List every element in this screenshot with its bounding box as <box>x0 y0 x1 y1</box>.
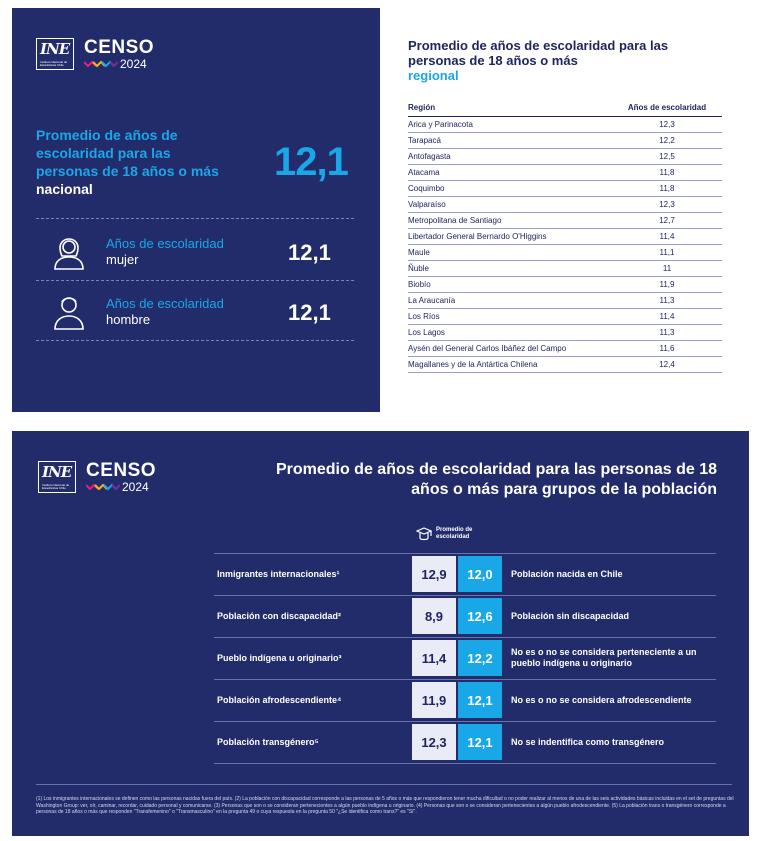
regional-title-text: Promedio de años de escolaridad para las personas de 18 años o más <box>408 38 669 68</box>
group-row <box>214 598 716 634</box>
man-label <box>106 296 224 328</box>
col-region-header: Región <box>408 100 612 116</box>
region-row <box>408 308 722 324</box>
comparison-value: 12,0 <box>458 556 502 592</box>
row-divider <box>214 595 716 596</box>
censo-title: CENSO <box>84 37 155 58</box>
region-row <box>408 132 722 148</box>
footnote: (1) Los inmigrantes internacionales se definen como las personas nacidas fuera del país. (2) La población con discapacidad corresponde a las personas de 5 años o más que respondieron tener mucha dificultad o no poder realizar al menos de una de las seis actividades básicas incluidas en el set de preguntas del Washington Group: ver, oír, caminar, recordar, cuidado personal y comunicarse. (3) Personas que son o se consideran pertenecientes a algún pueblo indígena u originario. (4) Personas que son o se consideran pertenecientes a algún pueblo afrodescendiente. (5) La población trans o transgénero corresponde a personas de 18 años o más que responden "Transfemenino" o "Transmasculino" en la pregunta 49 o cuya respuesta en la pregunta 50 "¿Se identifica como trans?" es "Sí". <box>36 796 734 816</box>
man-icon <box>52 292 86 330</box>
censo-logo <box>36 38 154 70</box>
group-label: Pueblo indígena u originario³ <box>217 653 342 663</box>
region-row <box>408 292 722 308</box>
region-row <box>408 276 722 292</box>
region-row <box>408 164 722 180</box>
woman-label-text: Años de escolaridad <box>106 236 224 251</box>
man-label-text: Años de escolaridad <box>106 296 224 311</box>
row-divider <box>214 679 716 680</box>
region-row <box>408 116 722 132</box>
comparison-label: Población nacida en Chile <box>511 568 623 579</box>
region-name: Antofagasta <box>408 148 612 164</box>
group-value: 12,9 <box>412 556 456 592</box>
row-divider <box>214 553 716 554</box>
region-row <box>408 212 722 228</box>
region-value: 12,3 <box>612 116 722 132</box>
group-row <box>214 556 716 592</box>
man-value: 12,1 <box>288 300 331 325</box>
region-value: 11 <box>612 260 722 276</box>
woman-label-sub: mujer <box>106 252 139 267</box>
region-name: Atacama <box>408 164 612 180</box>
region-name: Maule <box>408 244 612 260</box>
regional-title <box>408 38 708 83</box>
divider <box>36 218 354 219</box>
row-divider <box>214 637 716 638</box>
national-heading-scope: nacional <box>36 181 93 197</box>
regional-table <box>408 100 722 373</box>
wave-icon <box>86 483 120 491</box>
region-row <box>408 228 722 244</box>
region-name: Los Ríos <box>408 308 612 324</box>
woman-icon <box>52 232 86 270</box>
censo-year: 2024 <box>122 480 149 494</box>
region-value: 11,4 <box>612 228 722 244</box>
promedio-header-text: Promedio de escolaridad <box>436 527 473 540</box>
footnote-divider <box>36 784 732 785</box>
group-label: Inmigrantes internacionales¹ <box>217 569 340 579</box>
regional-title-scope: regional <box>408 68 459 83</box>
region-row <box>408 356 722 372</box>
national-heading <box>36 126 236 198</box>
group-value: 12,3 <box>412 724 456 760</box>
group-value: 11,9 <box>412 682 456 718</box>
region-value: 11,3 <box>612 292 722 308</box>
ine-logo-text: INE <box>42 463 72 481</box>
group-value: 11,4 <box>412 640 456 676</box>
region-value: 11,4 <box>612 308 722 324</box>
ine-logo-text: INE <box>40 40 70 58</box>
region-row <box>408 196 722 212</box>
region-name: Metropolitana de Santiago <box>408 212 612 228</box>
region-name: Coquimbo <box>408 180 612 196</box>
comparison-label: No se indentifica como transgénero <box>511 736 665 747</box>
region-value: 11,3 <box>612 324 722 340</box>
divider <box>36 340 354 341</box>
region-row <box>408 180 722 196</box>
region-value: 12,5 <box>612 148 722 164</box>
national-panel <box>12 8 380 412</box>
region-value: 11,6 <box>612 340 722 356</box>
region-name: Valparaíso <box>408 196 612 212</box>
region-name: Los Lagos <box>408 324 612 340</box>
divider <box>36 280 354 281</box>
group-row <box>214 640 716 676</box>
groups-panel <box>12 431 749 836</box>
region-value: 11,1 <box>612 244 722 260</box>
row-divider <box>214 721 716 722</box>
censo-logo <box>38 461 156 493</box>
region-value: 11,8 <box>612 164 722 180</box>
comparison-label: No es o no se considera afrodescendiente <box>511 694 692 705</box>
ine-logo <box>36 38 74 70</box>
comparison-value: 12,6 <box>458 598 502 634</box>
comparison-label: No es o no se considera perteneciente a un pueblo indígena u originario <box>511 647 697 668</box>
group-label: Población transgénero⁵ <box>217 737 319 747</box>
group-label: Población afrodescendiente⁴ <box>217 695 342 705</box>
region-row <box>408 340 722 356</box>
region-name: Magallanes y de la Antártica Chilena <box>408 356 612 372</box>
region-name: La Araucanía <box>408 292 612 308</box>
region-value: 12,2 <box>612 132 722 148</box>
region-value: 11,9 <box>612 276 722 292</box>
censo-title: CENSO <box>86 460 157 481</box>
comparison-label: Población sin discapacidad <box>511 610 630 621</box>
comparison-value: 12,1 <box>458 682 502 718</box>
region-name: Ñuble <box>408 260 612 276</box>
groups-title: Promedio de años de escolaridad para las personas de 18 años o más para grupos de la población <box>275 461 717 498</box>
region-name: Libertador General Bernardo O'Higgins <box>408 228 612 244</box>
col-value-header: Años de escolaridad <box>612 100 722 116</box>
region-row <box>408 148 722 164</box>
woman-value: 12,1 <box>288 240 331 265</box>
group-row <box>214 724 716 760</box>
ine-logo-subtext: Instituto Nacional de Estadísticas Chile <box>40 60 68 67</box>
region-name: Biobío <box>408 276 612 292</box>
region-value: 12,3 <box>612 196 722 212</box>
row-divider <box>214 763 716 764</box>
ine-logo-subtext: Instituto Nacional de Estadísticas Chile <box>42 483 70 490</box>
ine-logo <box>38 461 76 493</box>
man-label-sub: hombre <box>106 312 151 327</box>
region-row <box>408 244 722 260</box>
region-value: 11,8 <box>612 180 722 196</box>
region-name: Aysén del General Carlos Ibáñez del Campo <box>408 340 612 356</box>
comparison-value: 12,2 <box>458 640 502 676</box>
wave-icon <box>84 60 118 68</box>
group-value: 8,9 <box>412 598 456 634</box>
region-row <box>408 260 722 276</box>
region-row <box>408 324 722 340</box>
region-name: Tarapacá <box>408 132 612 148</box>
censo-year: 2024 <box>120 57 147 71</box>
promedio-header <box>416 526 496 542</box>
region-name: Arica y Parinacota <box>408 116 612 132</box>
national-value: 12,1 <box>274 140 348 184</box>
group-row <box>214 682 716 718</box>
region-value: 12,4 <box>612 356 722 372</box>
woman-label <box>106 236 224 268</box>
region-value: 12,7 <box>612 212 722 228</box>
group-label: Población con discapacidad² <box>217 611 342 621</box>
comparison-value: 12,1 <box>458 724 502 760</box>
graduation-cap-icon <box>416 526 432 542</box>
national-heading-text: Promedio de años de escolaridad para las personas de 18 años o más <box>36 127 219 179</box>
